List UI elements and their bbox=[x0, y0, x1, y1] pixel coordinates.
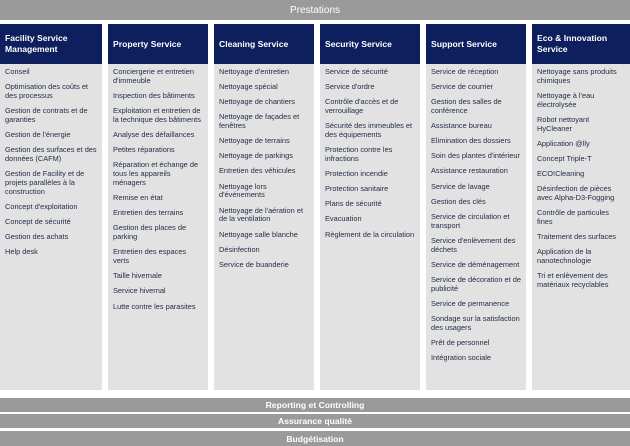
service-item: Gestion des salles de conférence bbox=[431, 97, 502, 116]
service-item: Concept d'exploitation bbox=[5, 202, 78, 212]
service-item: Service de permanence bbox=[431, 298, 510, 308]
service-item: Gestion de Facility et de projets parallèles à la construction bbox=[5, 169, 85, 196]
service-item: Désinfection bbox=[219, 244, 260, 254]
service-item: Elimination des dossiers bbox=[431, 136, 511, 146]
service-list bbox=[532, 64, 630, 296]
service-item: Assistance restauration bbox=[431, 166, 508, 176]
service-item: Nettoyage de façades et fenêtres bbox=[219, 112, 300, 131]
service-item: Sondage sur la satisfaction des usagers bbox=[431, 313, 520, 332]
service-item: Exploitation et entretien de la technique des bâtiments bbox=[113, 106, 201, 124]
service-item: Service de courrier bbox=[431, 82, 494, 92]
column-heading: Support Service bbox=[426, 24, 526, 64]
service-item: Nettoyage de l'aération et de la ventilation bbox=[219, 205, 303, 224]
budget-bar bbox=[0, 431, 630, 446]
service-item: Protection sanitaire bbox=[325, 184, 389, 194]
service-item: Nettoyage de parkings bbox=[219, 151, 293, 161]
services-header-bar bbox=[0, 0, 630, 20]
service-item: Conseil bbox=[5, 67, 30, 76]
service-list bbox=[320, 64, 420, 246]
service-item: Service de lavage bbox=[431, 181, 490, 191]
service-item: Lutte contre les parasites bbox=[113, 301, 196, 311]
column-eco-innovation-service bbox=[532, 24, 630, 390]
service-item: Application de la nanotechnologie bbox=[537, 247, 592, 266]
service-item: Service hivernal bbox=[113, 286, 166, 296]
service-item: Service de circulation et transport bbox=[431, 211, 510, 230]
service-item: Service de buanderie bbox=[219, 259, 289, 269]
service-item: Service de réception bbox=[431, 67, 499, 76]
service-list bbox=[214, 64, 314, 276]
service-item: Nettoyage de chantiers bbox=[219, 97, 296, 107]
service-item: Gestion des surfaces et des données (CAFM) bbox=[5, 145, 97, 164]
service-item: Gestion des clés bbox=[431, 196, 486, 206]
service-item: Concept Triple-T bbox=[537, 154, 592, 164]
service-item: Entretien des véhicules bbox=[219, 166, 296, 176]
service-item: Gestion de l'énergie bbox=[5, 130, 71, 140]
service-item: Nettoyage de terrains bbox=[219, 136, 290, 146]
service-item: Entretien des espaces verts bbox=[113, 247, 187, 266]
reporting-bar bbox=[0, 398, 630, 412]
service-item: Analyse des défaillances bbox=[113, 130, 195, 140]
column-support-service bbox=[426, 24, 526, 390]
service-item: Gestion des places de parking bbox=[113, 223, 187, 242]
service-item: Tri et enlèvement des matériaux recyclables bbox=[537, 271, 609, 290]
service-item: Traitement des surfaces bbox=[537, 232, 617, 242]
service-item: Robot nettoyant HyCleaner bbox=[537, 115, 590, 133]
service-item: Contrôle de particules fines bbox=[537, 208, 609, 227]
column-property-service bbox=[108, 24, 208, 390]
service-item: Service de sécurité bbox=[325, 67, 388, 76]
column-facility-service-management bbox=[0, 24, 102, 390]
service-item: Réparation et échange de tous les appareils ménagers bbox=[113, 160, 199, 188]
service-item: Service de déménagement bbox=[431, 259, 520, 269]
service-item: Nettoyage sans produits chimiques bbox=[537, 67, 617, 85]
service-item: Plans de sécurité bbox=[325, 199, 382, 209]
service-item: Nettoyage lors d'événements bbox=[219, 181, 267, 200]
service-item: Inspection des bâtiments bbox=[113, 91, 195, 100]
service-item: Règlement de la circulation bbox=[325, 229, 415, 239]
service-item: Prêt de personnel bbox=[431, 337, 490, 347]
service-item: Entretien des terrains bbox=[113, 208, 184, 218]
service-item: Nettoyage salle blanche bbox=[219, 229, 298, 239]
service-item: Nettoyage à l'eau électrolysée bbox=[537, 91, 595, 109]
service-item: Nettoyage spécial bbox=[219, 82, 278, 92]
service-item: Intégration sociale bbox=[431, 353, 491, 363]
service-item: Soin des plantes d'intérieur bbox=[431, 151, 520, 161]
service-item: Evacuation bbox=[325, 214, 362, 224]
column-security-service bbox=[320, 24, 420, 390]
column-heading: Eco & Innovation Service bbox=[532, 24, 630, 64]
service-item: Service d'ordre bbox=[325, 82, 375, 92]
service-item: Protection contre les infractions bbox=[325, 145, 393, 164]
service-item: Optimisation des coûts et des processus bbox=[5, 82, 88, 100]
service-item: Sécurité des immeubles et des équipements bbox=[325, 121, 413, 140]
services-title: Prestations bbox=[289, 4, 341, 16]
service-item: Contrôle d'accès et de verrouillage bbox=[325, 97, 399, 116]
quality-bar bbox=[0, 414, 630, 428]
column-heading: Cleaning Service bbox=[214, 24, 314, 64]
service-item: Petites réparations bbox=[113, 145, 175, 155]
service-list bbox=[108, 64, 208, 318]
service-item: Protection incendie bbox=[325, 169, 388, 179]
service-item: Service de décoration et de publicité bbox=[431, 274, 521, 293]
service-item: Désinfection de pièces avec Alpha-D3-Fogging bbox=[537, 184, 615, 203]
service-list bbox=[426, 64, 526, 369]
service-item: Help desk bbox=[5, 247, 38, 257]
quality-label: Assurance qualité bbox=[277, 416, 353, 426]
budget-label: Budgétisation bbox=[286, 433, 344, 444]
service-item: Remise en état bbox=[113, 193, 163, 203]
service-item: Concept de sécurité bbox=[5, 217, 71, 227]
service-columns bbox=[0, 24, 630, 390]
service-item: Taille hivernale bbox=[113, 271, 162, 281]
column-heading: Security Service bbox=[320, 24, 420, 64]
service-item: Conciergerie et entretien d'immeuble bbox=[113, 67, 194, 85]
reporting-label: Reporting et Controlling bbox=[265, 400, 365, 410]
service-item: Gestion des achats bbox=[5, 232, 69, 242]
service-item: Assistance bureau bbox=[431, 121, 492, 131]
column-heading: Facility Service Management bbox=[0, 24, 102, 64]
column-heading: Property Service bbox=[108, 24, 208, 64]
service-item: ECO!Cleaning bbox=[537, 169, 585, 179]
service-item: Application @lly bbox=[537, 139, 590, 148]
column-cleaning-service bbox=[214, 24, 314, 390]
service-item: Nettoyage d'entretien bbox=[219, 67, 290, 76]
service-list bbox=[0, 64, 102, 263]
service-item: Service d'enlèvement des déchets bbox=[431, 235, 516, 254]
service-item: Gestion de contrats et de garanties bbox=[5, 106, 88, 124]
